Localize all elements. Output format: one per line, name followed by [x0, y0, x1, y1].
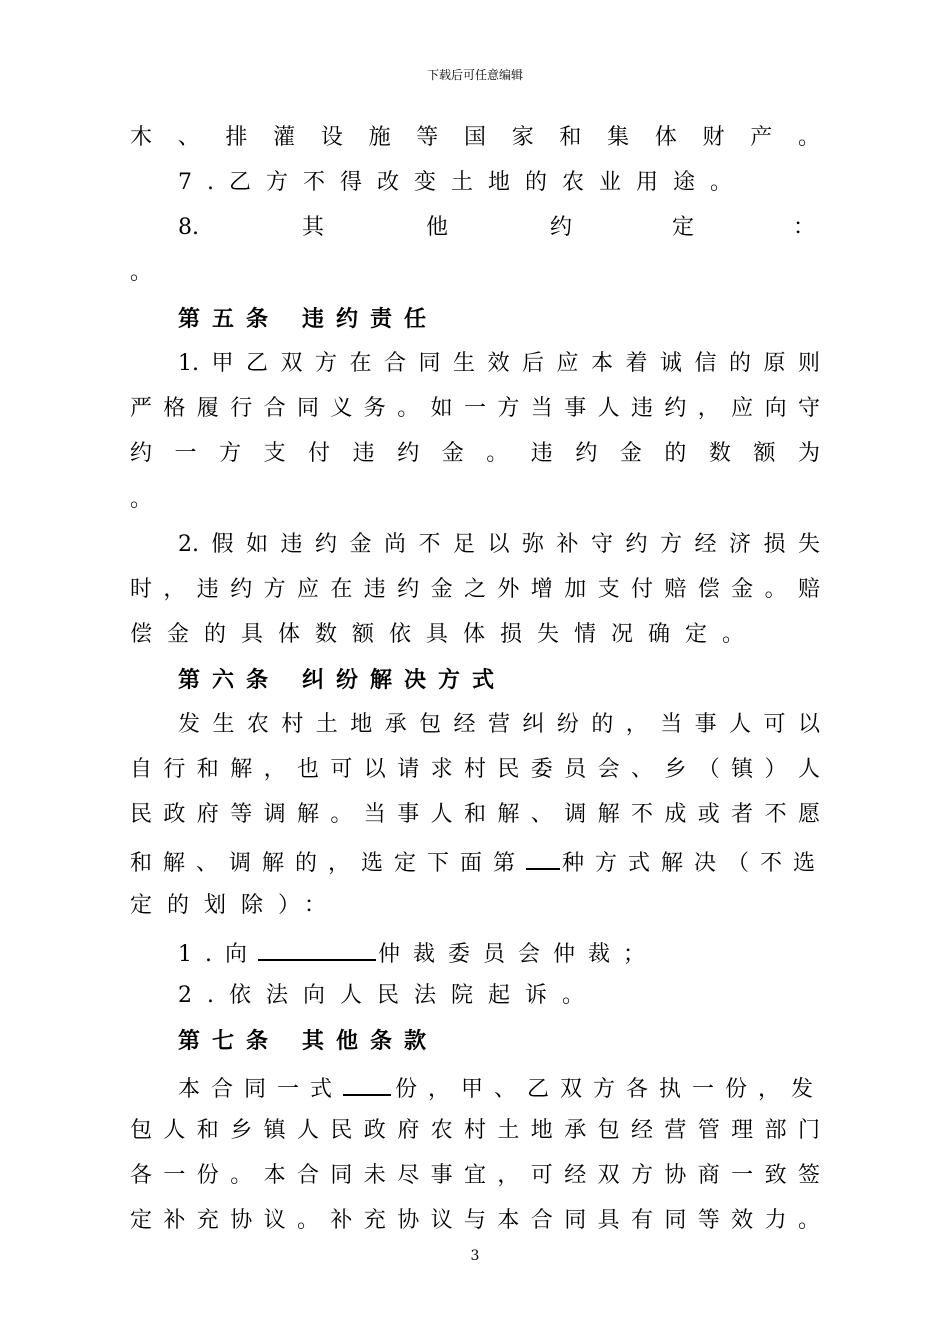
- body-line: 。: [130, 260, 153, 285]
- article-heading: [178, 664, 506, 696]
- body-line: 约一方支付违约金。违约金的数额为: [130, 441, 820, 466]
- body-line: 。: [130, 487, 153, 512]
- article-heading: [178, 303, 438, 335]
- body-line: 2.依法向人民法院起诉。: [178, 983, 599, 1008]
- body-line: 时，违约方应在违约金之外增加支付赔偿金。赔: [130, 577, 820, 602]
- body-line: 民政府等调解。当事人和解、调解不成或者不愿: [130, 802, 820, 827]
- article-number: 第七条: [178, 1028, 281, 1054]
- body-line: 1.甲乙双方在合同生效后应本着诚信的原则: [178, 351, 820, 376]
- body-line: 严格履行合同义务。如一方当事人违约，应向守: [130, 396, 820, 421]
- article-heading: [178, 1025, 438, 1057]
- article-title: 违约责任: [302, 306, 439, 332]
- other-terms-line: [178, 212, 820, 244]
- body-line: 定补充协议。补充协议与本合同具有同等效力。: [130, 1208, 820, 1233]
- text-segment: 1.向: [178, 942, 260, 967]
- article-number: 第五条: [178, 306, 281, 332]
- body-line: 7.乙方不得改变土地的农业用途。: [178, 170, 747, 195]
- char: 约: [550, 215, 573, 240]
- char: 他: [426, 215, 449, 240]
- page-header: 下载后可任意编辑: [426, 68, 523, 82]
- colon: ：: [793, 215, 816, 240]
- text-segment: 份，甲、乙双方各执一份，发: [395, 1077, 825, 1102]
- body-line: 各一份。本合同未尽事宜，可经双方协商一致签: [130, 1163, 820, 1188]
- char: 其: [302, 215, 325, 240]
- item-number: 8.: [178, 215, 199, 240]
- body-line: [178, 1070, 825, 1102]
- body-line: 定的划除）：: [130, 893, 342, 918]
- body-line: 发生农村土地承包经营纠纷的，当事人可以: [178, 712, 820, 737]
- body-line: 木、排灌设施等国家和集体财产。: [130, 125, 820, 150]
- body-line: 包人和乡镇人民政府农村土地承包经营管理部门: [130, 1118, 820, 1143]
- body-line: [178, 935, 658, 967]
- char: 定: [672, 215, 695, 240]
- copies-count-blank[interactable]: [343, 1070, 391, 1096]
- page-number: 3: [470, 1248, 480, 1264]
- text-segment: 和解、调解的，选定下面第: [130, 851, 527, 876]
- article-title: 纠纷解决方式: [302, 667, 507, 693]
- arbitration-committee-blank[interactable]: [258, 935, 376, 961]
- body-line: [130, 844, 827, 876]
- text-segment: 本合同一式: [178, 1077, 344, 1102]
- article-title: 其他条款: [302, 1028, 439, 1054]
- method-choice-blank[interactable]: [526, 844, 560, 870]
- article-number: 第六条: [178, 667, 281, 693]
- text-segment: 种方式解决（不选: [562, 851, 827, 876]
- body-line: 自行和解，也可以请求村民委员会、乡（镇）人: [130, 757, 820, 782]
- body-line: 偿金的具体数额依具体损失情况确定。: [130, 622, 760, 647]
- text-segment: 仲裁委员会仲裁；: [378, 942, 659, 967]
- body-line: 2.假如违约金尚不足以弥补守约方经济损失: [178, 532, 820, 557]
